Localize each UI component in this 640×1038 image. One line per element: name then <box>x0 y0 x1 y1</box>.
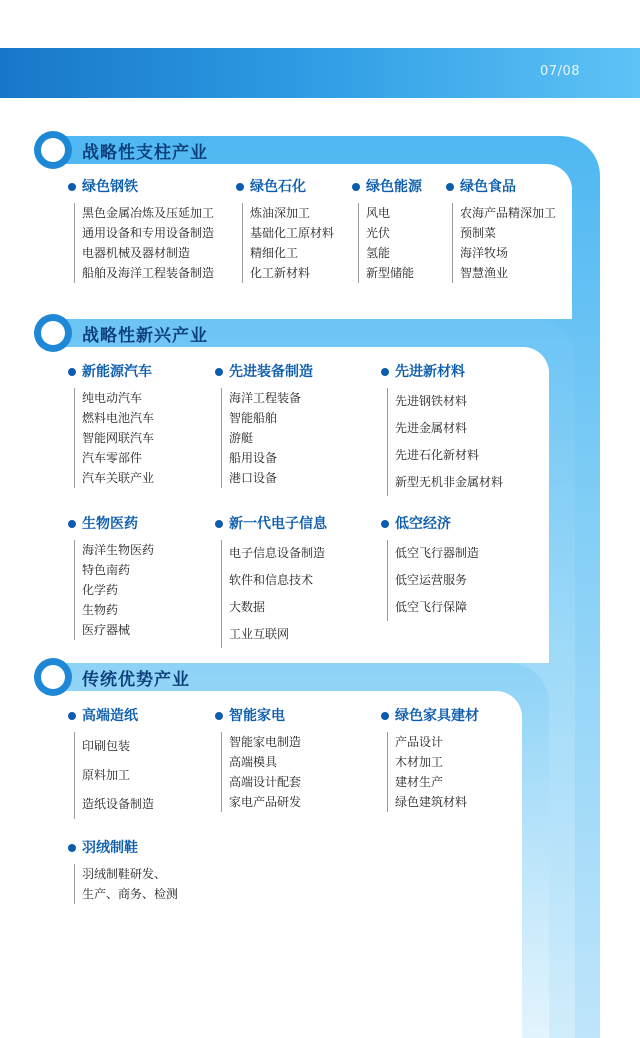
category-list <box>74 203 214 283</box>
bullet-dot-icon <box>68 520 76 528</box>
list-item: 海洋生物医药 <box>82 543 155 557</box>
list-item: 智慧渔业 <box>460 266 509 280</box>
list-item: 绿色建筑材料 <box>395 795 468 809</box>
category-list <box>221 388 313 488</box>
list-item: 船舶及海洋工程装备制造 <box>82 266 215 280</box>
section-circle-icon <box>34 314 72 352</box>
list-item: 风电 <box>366 206 391 220</box>
bullet-dot-icon <box>381 520 389 528</box>
list-item: 低空飞行器制造 <box>395 546 480 560</box>
category-green-steel <box>68 177 214 283</box>
category-list <box>452 203 556 283</box>
category-list <box>387 732 479 812</box>
category-electronic-information <box>215 514 327 648</box>
list-item: 化工新材料 <box>250 266 311 280</box>
category-title: 智能家电 <box>229 708 285 724</box>
list-item: 智能网联汽车 <box>82 431 155 445</box>
category-new-energy-vehicles <box>68 362 154 488</box>
category-list <box>74 732 154 819</box>
list-item: 先进石化新材料 <box>395 448 480 462</box>
category-biomedicine <box>68 514 154 640</box>
category-green-petrochemical <box>236 177 334 283</box>
page-number: 07/08 <box>540 64 580 79</box>
list-item: 产品设计 <box>395 735 444 749</box>
list-item: 智能家电制造 <box>229 735 302 749</box>
list-item: 电器机械及器材制造 <box>82 246 191 260</box>
list-item: 建材生产 <box>395 775 444 789</box>
category-low-altitude-economy <box>381 514 479 621</box>
category-title: 新能源汽车 <box>82 364 152 380</box>
category-list <box>221 540 327 648</box>
list-item: 医疗器械 <box>82 623 131 637</box>
category-list <box>221 732 301 812</box>
bullet-dot-icon <box>352 183 360 191</box>
bullet-dot-icon <box>446 183 454 191</box>
category-list <box>74 540 154 640</box>
category-title: 先进装备制造 <box>229 364 313 380</box>
list-item: 汽车关联产业 <box>82 471 155 485</box>
category-title: 绿色家具建材 <box>395 708 479 724</box>
category-list <box>358 203 422 283</box>
list-item: 羽绒制鞋研发、 <box>82 867 167 881</box>
category-list <box>74 388 154 488</box>
bullet-dot-icon <box>215 520 223 528</box>
list-item: 燃料电池汽车 <box>82 411 155 425</box>
bullet-dot-icon <box>381 712 389 720</box>
category-green-food <box>446 177 556 283</box>
category-title: 生物医药 <box>82 516 138 532</box>
category-title: 绿色石化 <box>250 179 306 195</box>
list-item: 海洋牧场 <box>460 246 509 260</box>
category-title: 低空经济 <box>395 515 451 532</box>
list-item: 造纸设备制造 <box>82 797 155 811</box>
bullet-dot-icon <box>381 368 389 376</box>
section-title-pillar: 战略性支柱产业 <box>82 142 208 163</box>
category-title: 高端造纸 <box>82 707 138 724</box>
category-advanced-materials <box>381 362 503 496</box>
list-item: 大数据 <box>229 600 266 614</box>
list-item: 智能船舶 <box>229 411 278 425</box>
header-band <box>0 48 640 98</box>
category-list <box>242 203 334 283</box>
bullet-dot-icon <box>68 183 76 191</box>
category-title: 绿色食品 <box>460 179 516 195</box>
category-list <box>74 864 178 904</box>
list-item: 化学药 <box>82 583 119 597</box>
list-item: 工业互联网 <box>229 627 290 641</box>
list-item: 基础化工原材料 <box>250 226 335 240</box>
list-item: 炼油深加工 <box>250 206 311 220</box>
category-green-energy <box>352 177 422 283</box>
list-item: 高端设计配套 <box>229 775 302 789</box>
list-item: 生物药 <box>82 603 119 617</box>
bullet-dot-icon <box>236 183 244 191</box>
list-item: 港口设备 <box>229 471 278 485</box>
bullet-dot-icon <box>215 712 223 720</box>
category-title: 新一代电子信息 <box>229 515 327 532</box>
category-green-furniture-materials <box>381 706 479 812</box>
list-item: 印刷包装 <box>82 739 131 753</box>
section-title-traditional: 传统优势产业 <box>82 669 190 690</box>
list-item: 汽车零部件 <box>82 451 143 465</box>
category-high-end-paper <box>68 706 154 819</box>
list-item: 电子信息设备制造 <box>229 546 326 560</box>
list-item: 木材加工 <box>395 755 444 769</box>
list-item: 低空飞行保障 <box>395 600 468 614</box>
section-circle-icon <box>34 658 72 696</box>
section-title-emerging: 战略性新兴产业 <box>82 325 208 346</box>
category-down-footwear <box>68 838 178 904</box>
list-item: 软件和信息技术 <box>229 573 314 587</box>
category-smart-appliances <box>215 706 301 812</box>
list-item: 海洋工程装备 <box>229 391 302 405</box>
list-item: 纯电动汽车 <box>82 391 143 405</box>
category-title: 羽绒制鞋 <box>82 840 138 856</box>
list-item: 黑色金属冶炼及压延加工 <box>82 206 215 220</box>
list-item: 氢能 <box>366 246 391 260</box>
bullet-dot-icon <box>68 844 76 852</box>
list-item: 低空运营服务 <box>395 573 468 587</box>
list-item: 新型储能 <box>366 266 415 280</box>
section-circle-icon <box>34 131 72 169</box>
category-advanced-equipment <box>215 362 313 488</box>
list-item: 农海产品精深加工 <box>460 206 557 220</box>
list-item: 先进金属材料 <box>395 421 468 435</box>
list-item: 游艇 <box>229 431 254 445</box>
list-item: 新型无机非金属材料 <box>395 475 504 489</box>
list-item: 生产、商务、检测 <box>82 887 179 901</box>
list-item: 高端模具 <box>229 755 278 769</box>
list-item: 先进钢铁材料 <box>395 394 468 408</box>
list-item: 通用设备和专用设备制造 <box>82 226 215 240</box>
category-title: 先进新材料 <box>395 363 465 380</box>
bullet-dot-icon <box>215 368 223 376</box>
list-item: 船用设备 <box>229 451 278 465</box>
category-title: 绿色能源 <box>366 179 422 195</box>
list-item: 家电产品研发 <box>229 795 302 809</box>
category-title: 绿色钢铁 <box>82 179 138 195</box>
bullet-dot-icon <box>68 368 76 376</box>
list-item: 原料加工 <box>82 768 131 782</box>
list-item: 预制菜 <box>460 226 497 240</box>
list-item: 特色南药 <box>82 563 131 577</box>
list-item: 精细化工 <box>250 246 299 260</box>
list-item: 光伏 <box>366 226 391 240</box>
category-list <box>387 388 503 496</box>
category-list <box>387 540 479 621</box>
bullet-dot-icon <box>68 712 76 720</box>
